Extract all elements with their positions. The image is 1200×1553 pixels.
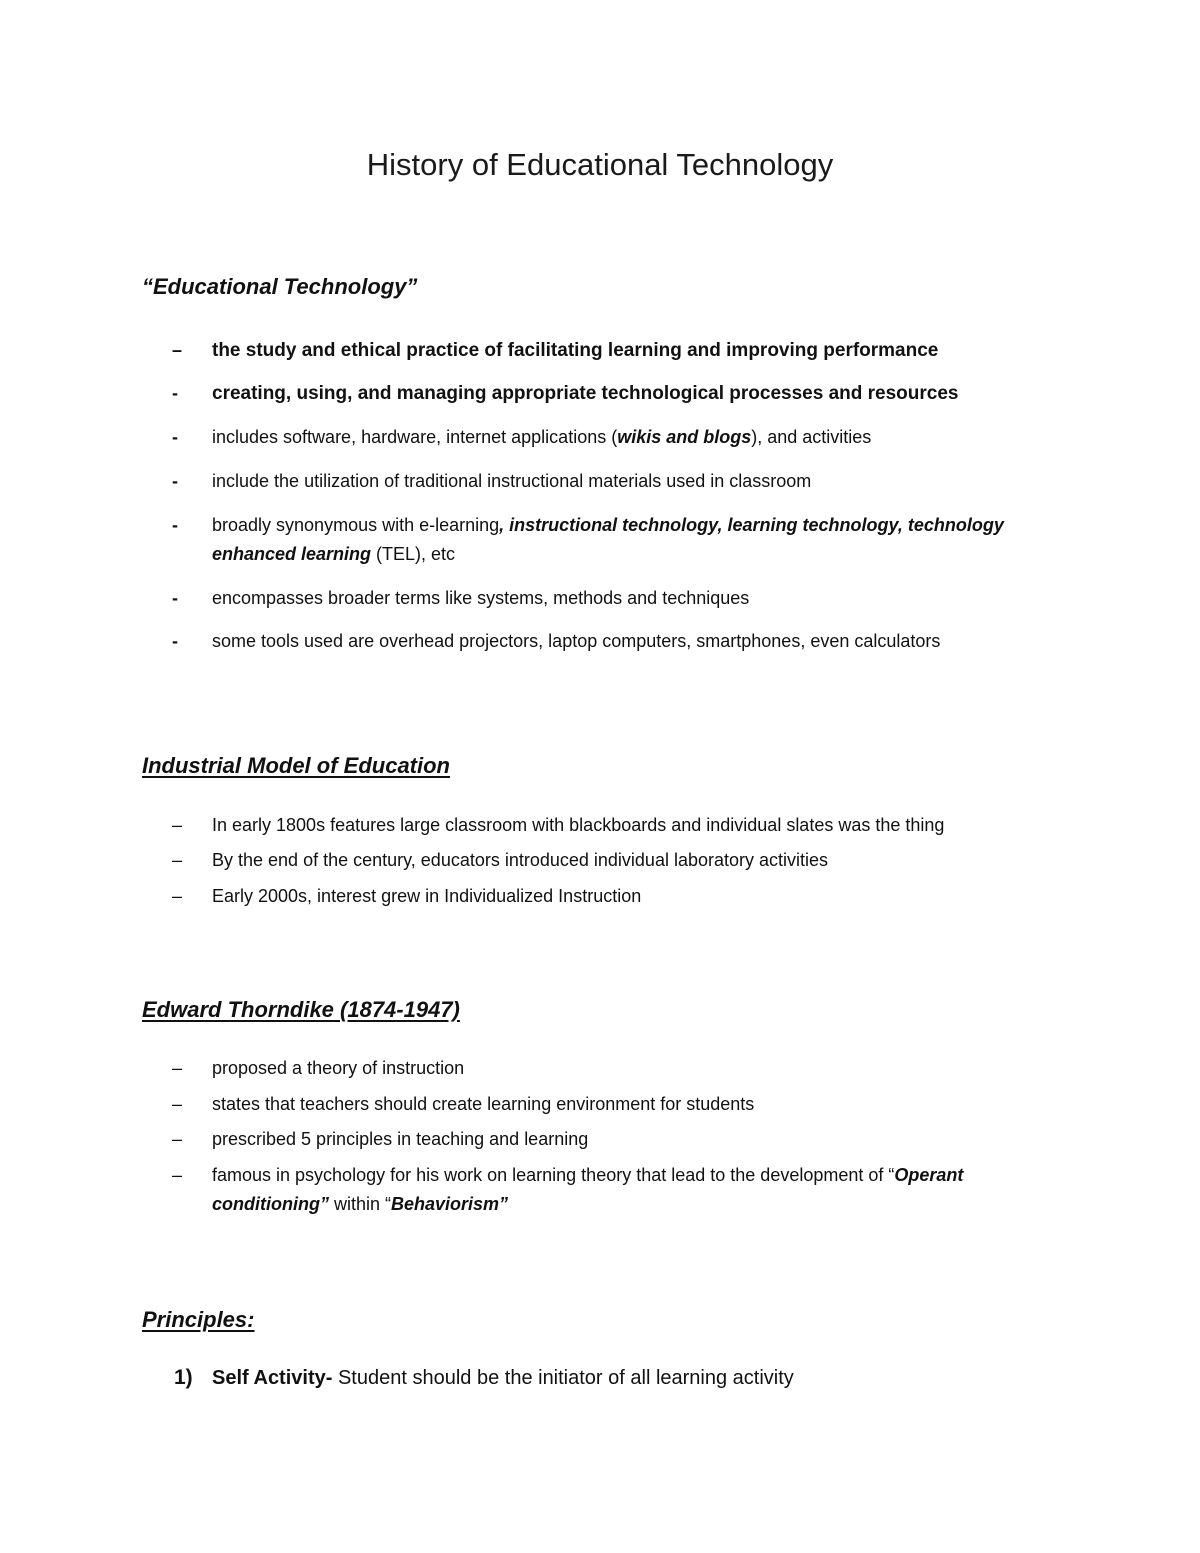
bullet-dash: - <box>172 588 178 608</box>
bullet-dash: - <box>172 471 178 491</box>
bullet-dash: – <box>172 886 183 906</box>
bullet-dash: - <box>172 631 178 651</box>
document-page: History of Educational Technology “Educational Technology” – the study and ethical practice of facilitating learning and improving performance - creating, using, and managing appropriate technological processes and resources - includes software, hardware, internet applications (wikis and blogs), and activities - include the utilization of traditional instructional materials used in classroom - broadly synonymous with e-learning, instructional technology, learning technology, technology enhanced learning (TEL), etc - encompasses broader terms like systems, methods and techniques - some tools used are overhead projectors, laptop computers, smartphones, even calculators Industrial Model of Education – In early 1800s features large classroom with blackboards and individual slates was the thing – By the end of the century, educators introduced individual laboratory activities – Early 2000s, interest grew in Individualized Instruction Edward Thorndike (1874-1947) – proposed a theory of instruction – states that teachers should create learning environment for students – prescribed 5 principles in teaching and learning – famous in psychology for his work on learning theory that lead to the development of “Operant conditioning” within “Behaviorism” Principles: 1) Self Activity- Student should be the initiator of all learning activity <box>0 0 1200 1553</box>
bullet-dash: - <box>172 383 178 403</box>
bullet-dash: - <box>172 515 178 535</box>
section-heading-industrial-model: Industrial Model of Education <box>142 753 450 778</box>
bullet-dash: - <box>172 427 178 447</box>
bullet-dash: – <box>172 850 183 870</box>
bullet-dash: – <box>172 1129 183 1149</box>
bullet-dash: – <box>172 1058 183 1078</box>
principle-label: Self Activity- <box>212 1367 333 1389</box>
section-heading-principles: Principles: <box>142 1307 255 1332</box>
bullet-dash: – <box>172 1094 183 1114</box>
bullet-dash: – <box>172 340 183 360</box>
section-heading-educational-technology: “Educational Technology” <box>142 274 418 299</box>
item-number: 1) <box>174 1366 193 1389</box>
page-title: History of Educational Technology <box>366 147 834 182</box>
bullet-dash: – <box>172 815 183 835</box>
section-heading-thorndike: Edward Thorndike (1874-1947) <box>142 997 460 1022</box>
bullet-dash: – <box>172 1165 183 1185</box>
